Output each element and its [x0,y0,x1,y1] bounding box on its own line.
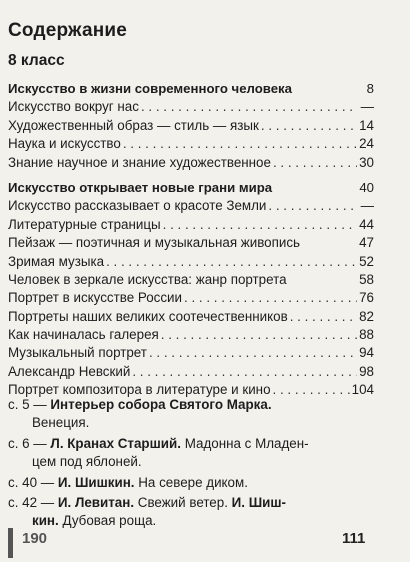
caption-text-line2: Дубовая роща. [58,513,157,529]
toc-section-row [8,80,374,98]
leader-dots [261,117,357,135]
toc-entry-label: Зримая музыка [8,253,105,269]
toc-page-number: 52 [359,253,374,269]
toc-page-number: 104 [351,382,374,398]
toc-entry-label: Портреты наших великих соотечественников [8,308,288,324]
toc-row [8,98,374,116]
caption-text-line2: цем под яблоней. [32,454,142,470]
toc-page-number: 8 [366,81,374,96]
leader-dots [290,308,357,326]
toc-page-number: 58 [359,271,374,287]
toc-page-number: 88 [359,327,374,343]
toc-entry-label: Литературные страницы [8,216,161,232]
leader-dots [141,98,358,116]
caption-title: Л. Кранах Старший. [50,435,181,451]
leader-dots [184,289,357,307]
toc-entry-label: Наука и искусство [8,136,121,152]
toc-entry-label: Музыкальный портрет [8,345,147,361]
toc-entry-label: Человек в зеркале искусства: жанр портрета [8,271,287,287]
leader-dots [161,326,357,344]
toc-page-number: 44 [359,216,374,232]
leader-dots [268,197,358,215]
caption-ref: с. 42 — [8,495,58,511]
class-heading: 8 класс [8,52,65,69]
toc-entry-label: Портрет в искусстве России [8,290,183,306]
toc-row [8,216,374,234]
toc-page-number: 30 [359,154,374,170]
toc-entry-label: Александр Невский [8,363,131,379]
toc-page-number: 47 [359,235,374,251]
toc-entry-label: Знание научное и знание художественное [8,154,271,170]
toc-page-number: — [360,198,374,214]
page-number-right: 111 [342,530,366,547]
leader-dots [123,135,357,153]
toc-entry-label: Искусство открывает новые грани мира [8,179,273,195]
page-number-left: 190 [22,530,48,547]
toc-entry-label: Художественный образ — стиль — язык [8,117,259,133]
caption-ref: с. 5 — [8,397,51,412]
toc-entry-label: Как начиналась галерея [8,327,159,343]
toc-row [8,135,374,153]
illustration-captions [8,396,372,533]
page-title: Содержание [8,20,128,41]
toc-row [8,197,374,215]
toc-section-row [8,179,374,197]
leader-dots [149,344,357,362]
caption-title-2: И. Шиш- [231,495,287,511]
caption-item [8,494,372,531]
toc-row [8,289,374,307]
caption-item [8,435,372,472]
caption-item [8,396,372,433]
toc-page-number: 40 [359,179,374,195]
toc-row [8,253,374,271]
toc-row [8,308,374,326]
toc-page-number: 82 [359,308,374,324]
caption-title: И. Шишкин. [57,474,135,490]
table-of-contents [8,80,374,400]
caption-title: Интерьер собора Святого Марка. [50,397,272,412]
caption-title-2-end: кин. [32,513,59,529]
toc-entry-label: Портрет композитора в литературе и кино [8,382,271,398]
toc-page-number: 98 [359,363,374,379]
leader-dots [106,253,357,271]
caption-text: Мадонна с Младен- [180,435,309,451]
page-edge-bar [8,528,13,558]
toc-entry-label: Искусство вокруг нас [8,99,139,115]
toc-entry-label: Искусство в жизни современного человека [8,81,292,96]
toc-row [8,344,374,362]
leader-dots [163,216,357,234]
toc-entry-label: Пейзаж — поэтичная и музыкальная живопись [8,235,301,251]
toc-page-number: 94 [359,345,374,361]
toc-page-number: 76 [359,290,374,306]
toc-row [8,326,374,344]
caption-ref: с. 40 — [8,474,58,490]
toc-row [8,117,374,135]
caption-ref: с. 6 — [8,435,51,451]
caption-text: Свежий ветер. [134,495,232,511]
toc-page-number: 24 [359,136,374,152]
toc-row [8,154,374,172]
caption-text-line2: Венеция. [32,415,90,431]
caption-text: На севере диком. [134,474,248,490]
toc-page-number: 14 [359,117,374,133]
toc-row [8,271,374,289]
leader-dots [132,363,357,381]
caption-item [8,474,372,492]
toc-entry-label: Искусство рассказывает о красоте Земли [8,198,267,214]
toc-page-number: — [360,99,374,115]
leader-dots [273,154,357,172]
toc-row [8,363,374,381]
caption-title: И. Левитан. [57,495,135,511]
toc-row [8,234,374,252]
